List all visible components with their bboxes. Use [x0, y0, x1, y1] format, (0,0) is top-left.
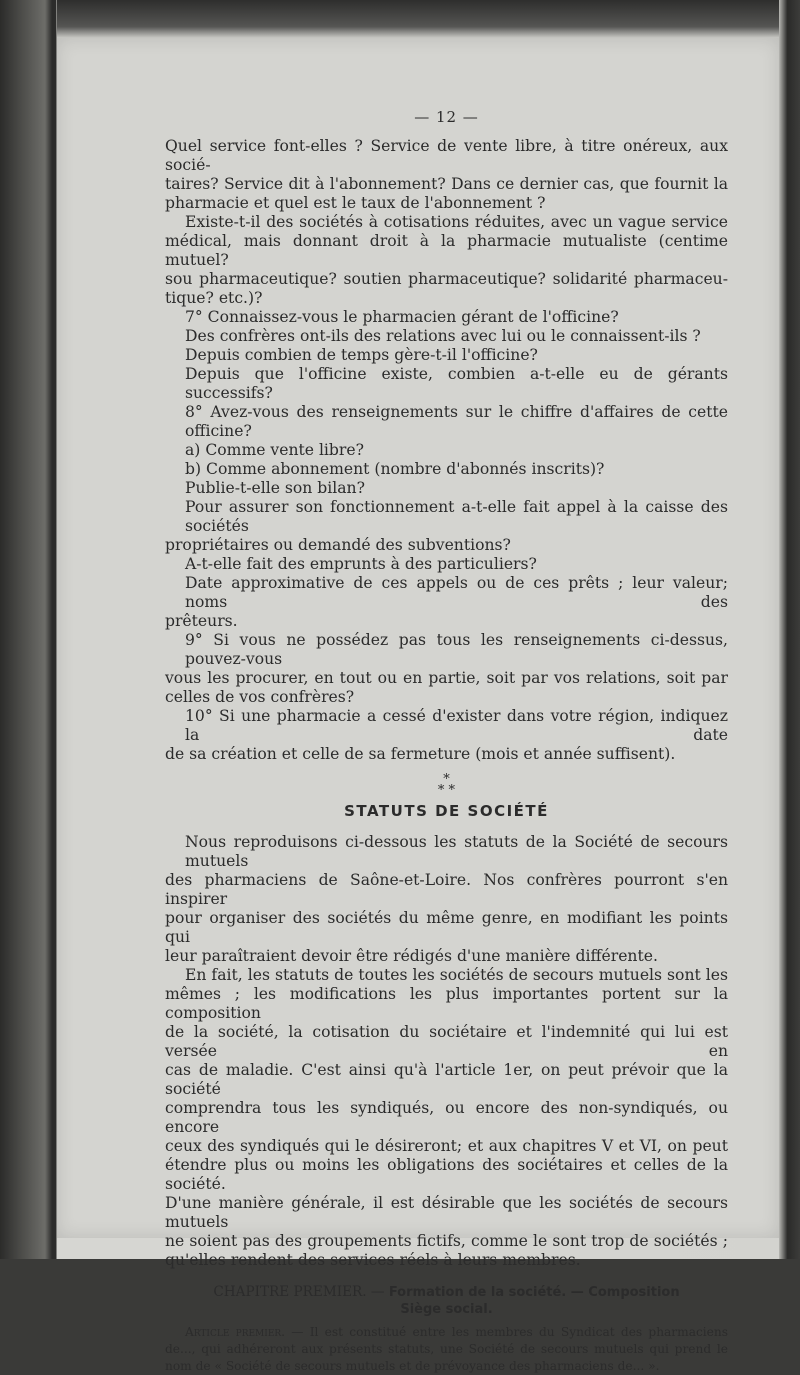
page-number: — 12 — — [414, 108, 479, 126]
text-line: Nous reproduisons ci-dessous les statuts de la Société de secours mutuels — [185, 833, 728, 870]
article-text: — Il est constitué entre les membres du Syndicat des pharmaciens de..., qui adhéreront aux présents statuts, une Société de secours mutuels qui prend le nom de « Société de secours mutuels et de prévoyance des pharmaciens de... ». — [165, 1325, 728, 1373]
text-line: Des confrères ont-ils des relations avec lui ou le connaissent-ils ? — [185, 327, 701, 345]
text-line: leur paraîtraient devoir être rédigés d'une manière différente. — [165, 947, 658, 965]
text-line: mêmes ; les modifications les plus importantes portent sur la composition — [165, 985, 728, 1022]
text-line: comprendra tous les syndiqués, ou encore des non-syndiqués, ou encore — [165, 1099, 728, 1136]
text-line: prêteurs. — [165, 612, 238, 630]
text-line: des pharmaciens de Saône-et-Loire. Nos confrères pourront s'en inspirer — [165, 871, 728, 908]
text-line: 8° Avez-vous des renseignements sur le chiffre d'affaires de cette officine? — [185, 403, 728, 440]
text-line: sou pharmaceutique? soutien pharmaceutique? solidarité pharmaceu- — [165, 270, 728, 288]
text-line: ceux des syndiqués qui le désireront; et aux chapitres V et VI, on peut — [165, 1137, 728, 1155]
page-right-edge — [779, 0, 800, 1259]
text-line: Depuis combien de temps gère-t-il l'officine? — [185, 346, 538, 364]
chapter-heading — [165, 1284, 728, 1318]
text-line: Date approximative de ces appels ou de ces prêts ; leur valeur; noms des — [185, 574, 728, 611]
section-heading: STATUTS DE SOCIÉTÉ — [344, 802, 549, 820]
chapter-subtitle: Siège social. — [400, 1302, 493, 1317]
text-line: étendre plus ou moins les obligations des sociétaires et celles de la société. — [165, 1156, 728, 1193]
text-line: pharmacie et quel est le taux de l'abonnement ? — [165, 194, 546, 212]
separator-stars-bottom: * * — [437, 783, 456, 798]
text-line: propriétaires ou demandé des subventions? — [165, 536, 511, 554]
text-line: A-t-elle fait des emprunts à des particuliers? — [185, 555, 537, 573]
separator-star-top: * — [443, 772, 450, 787]
text-line: Depuis que l'officine existe, combien a-t-elle eu de gérants successifs? — [185, 365, 728, 402]
article-premier — [165, 1324, 728, 1375]
section-separator — [165, 774, 728, 796]
text-line: b) Comme abonnement (nombre d'abonnés inscrits)? — [185, 460, 605, 478]
text-line: Publie-t-elle son bilan? — [185, 479, 365, 497]
text-line: pour organiser des sociétés du même genre, en modifiant les points qui — [165, 909, 728, 946]
text-line: ne soient pas des groupements fictifs, comme le sont trop de sociétés ; — [165, 1232, 728, 1250]
text-line: D'une manière générale, il est désirable que les sociétés de secours mutuels — [165, 1194, 728, 1231]
page-top-shadow — [57, 0, 779, 38]
questionnaire-continuation — [165, 137, 728, 764]
statuts-introduction — [165, 833, 728, 1270]
text-line: En fait, les statuts de toutes les sociétés de secours mutuels sont les — [185, 966, 728, 984]
text-line: 10° Si une pharmacie a cessé d'exister dans votre région, indiquez la date — [185, 707, 728, 744]
text-line: taires? Service dit à l'abonnement? Dans ce dernier cas, que fournit la — [165, 175, 728, 193]
text-line: qu'elles rendent des services réels à leurs membres. — [165, 1251, 581, 1269]
text-line: tique? etc.)? — [165, 289, 263, 307]
text-line: Quel service font-elles ? Service de vente libre, à titre onéreux, aux socié- — [165, 137, 728, 174]
chapter-prefix: CHAPITRE PREMIER. — — [213, 1284, 389, 1300]
text-line: a) Comme vente libre? — [185, 441, 364, 459]
text-line: médical, mais donnant droit à la pharmacie mutualiste (centime mutuel? — [165, 232, 728, 269]
text-line: de la société, la cotisation du sociétaire et l'indemnité qui lui est versée en — [165, 1023, 728, 1060]
text-line: cas de maladie. C'est ainsi qu'à l'article 1er, on peut prévoir que la société — [165, 1061, 728, 1098]
chapter-title: Formation de la société. — Composition — [388, 1285, 680, 1300]
text-line: de sa création et celle de sa fermeture (mois et année suffisent). — [165, 745, 676, 763]
text-line: Pour assurer son fonctionnement a-t-elle fait appel à la caisse des sociétés — [185, 498, 728, 535]
text-line: celles de vos confrères? — [165, 688, 355, 706]
page-text — [165, 108, 728, 1375]
text-line: 7° Connaissez-vous le pharmacien gérant de l'officine? — [185, 308, 619, 326]
article-label: Article premier. — [185, 1325, 286, 1339]
text-line: 9° Si vous ne possédez pas tous les renseignements ci-dessus, pouvez-vous — [185, 631, 728, 668]
text-line: vous les procurer, en tout ou en partie, soit par vos relations, soit par — [165, 669, 728, 687]
text-line: Existe-t-il des sociétés à cotisations réduites, avec un vague service — [185, 213, 728, 231]
